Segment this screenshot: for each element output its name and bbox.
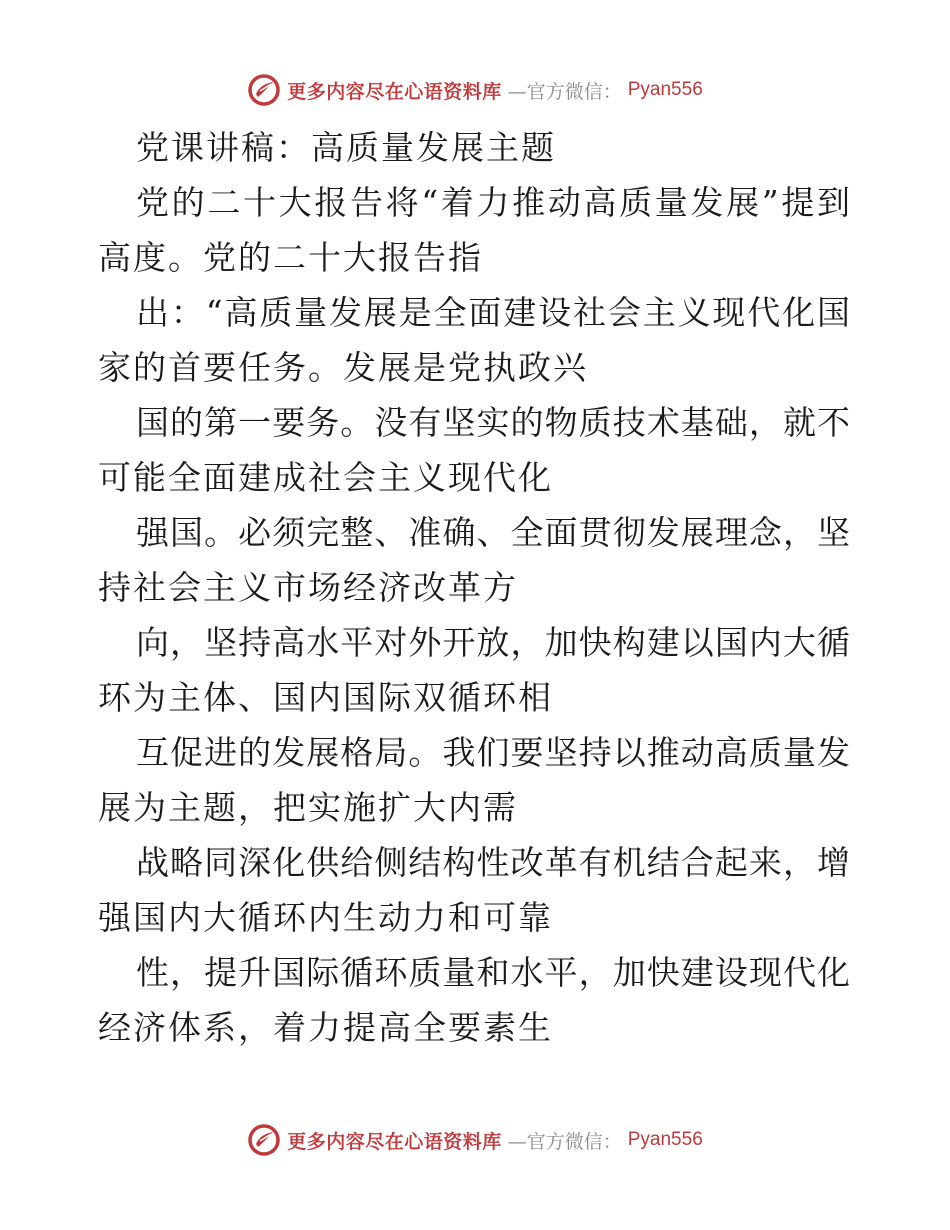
text-line: 家的首要任务。发展是党执政兴 (98, 348, 588, 387)
text-line: 出：“高质量发展是全面建设社会主义现代化国 (136, 293, 850, 332)
footer-banner-inner (247, 1123, 703, 1157)
text-line: 展为主题，把实施扩大内需 (98, 788, 518, 827)
wechat-account-id: Pyan556 (627, 1129, 703, 1150)
text-line: 强国内大循环内生动力和可靠 (98, 898, 553, 937)
text-line: 经济体系，着力提高全要素生 (98, 1008, 553, 1047)
text-line: 战略同深化供给侧结构性改革有机结合起来，增 (136, 843, 850, 882)
brand-text: 更多内容尽在心语资料库 (287, 80, 502, 103)
text-line: 高度。党的二十大报告指 (98, 238, 483, 277)
wechat-account-id: Pyan556 (627, 79, 703, 100)
header-banner (0, 70, 950, 110)
document-title: 党课讲稿：高质量发展主题 (136, 128, 556, 167)
header-banner-inner (247, 73, 703, 107)
banner-separator: —官方微信： (507, 80, 622, 103)
text-line: 强国。必须完整、准确、全面贯彻发展理念，坚 (136, 513, 850, 552)
text-line: 性，提升国际循环质量和水平，加快建设现代化 (136, 953, 850, 992)
brand-logo-icon (247, 73, 281, 107)
text-line: 国的第一要务。没有坚实的物质技术基础，就不 (136, 403, 850, 442)
banner-separator: —官方微信： (507, 1130, 622, 1153)
text-line: 持社会主义市场经济改革方 (98, 568, 518, 607)
text-line: 互促进的发展格局。我们要坚持以推动高质量发 (136, 733, 850, 772)
text-line: 向，坚持高水平对外开放，加快构建以国内大循 (136, 623, 850, 662)
text-line: 可能全面建成社会主义现代化 (98, 458, 553, 497)
brand-logo-icon (247, 1123, 281, 1157)
footer-banner (0, 1120, 950, 1160)
text-line: 环为主体、国内国际双循环相 (98, 678, 553, 717)
document-body (98, 120, 850, 1055)
brand-text: 更多内容尽在心语资料库 (287, 1130, 502, 1153)
text-line: 党的二十大报告将“着力推动高质量发展”提到 (136, 183, 850, 222)
